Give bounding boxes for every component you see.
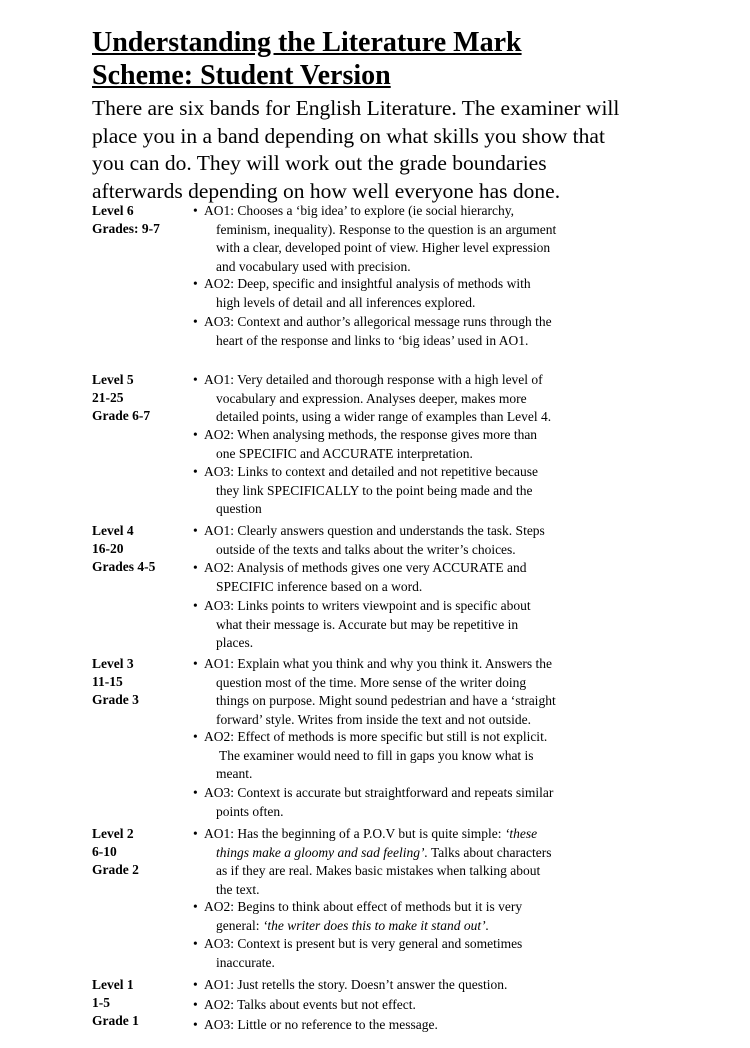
ao-text: AO2: When analysing methods, the response gives more than [204, 427, 538, 442]
bullet-icon: • [193, 464, 198, 479]
grade-range: Grades: 9-7 [92, 221, 160, 236]
ao-text: AO1: Clearly answers question and understands the task. Steps [204, 523, 545, 538]
ao-text: AO3: Links points to writers viewpoint and is specific about [204, 598, 531, 613]
ao-text: AO1: Very detailed and thorough response with a high level of [204, 372, 543, 387]
band-label [92, 202, 182, 238]
grade-range: Grades 4-5 [92, 559, 156, 574]
ao2-criterion [193, 559, 613, 596]
ao-text: forward’ style. Writes from inside the text and not outside. [216, 711, 532, 727]
ao-text: SPECIFIC inference based on a word. [216, 578, 423, 594]
mark-range: 21-25 [92, 390, 124, 405]
intro-line: There are six bands for English Literature. The examiner will [92, 96, 620, 120]
bullet-icon: • [193, 899, 198, 914]
ao1-criterion [193, 976, 613, 995]
bullet-icon: • [193, 598, 198, 613]
ao-text: AO1: Chooses a ‘big idea’ to explore (ie social hierarchy, [204, 203, 515, 218]
ao-text: things on purpose. Might sound pedestrian and have a ‘straight [216, 693, 556, 709]
bullet-icon: • [193, 1017, 198, 1032]
bullet-icon: • [193, 656, 198, 671]
ao-text: detailed points, using a wider range of examples than Level 4. [216, 409, 552, 425]
bullet-icon: • [193, 729, 198, 744]
bullet-icon: • [193, 372, 198, 387]
ao-text: AO2: Talks about events but not effect. [204, 997, 416, 1012]
mark-range: 1-5 [92, 995, 110, 1010]
ao2-criterion [193, 275, 613, 312]
bullet-icon: • [193, 560, 198, 575]
intro-line: place you in a band depending on what skills you show that [92, 123, 605, 148]
ao-text: vocabulary and expression. Analyses deeper, makes more [216, 390, 527, 406]
ao2-criterion [193, 996, 613, 1015]
ao-text: AO2: Begins to think about effect of methods but it is very [204, 899, 523, 914]
ao-text: outside of the texts and talks about the writer’s choices. [216, 541, 516, 557]
mark-range: 16-20 [92, 541, 124, 556]
ao3-criterion [193, 313, 613, 350]
ao3-criterion [193, 784, 613, 821]
level-name: Level 3 [92, 656, 134, 671]
grade-range: Grade 3 [92, 692, 139, 707]
ao1-criterion [193, 371, 613, 427]
ao-quote: ‘these [504, 826, 538, 841]
ao-text: high levels of detail and all inferences explored. [216, 294, 476, 310]
ao1-criterion [193, 522, 613, 559]
ao-text: what their message is. Accurate but may be repetitive in [216, 616, 519, 632]
bullet-icon: • [193, 427, 198, 442]
ao3-criterion [193, 935, 613, 972]
level-name: Level 1 [92, 977, 134, 992]
ao-text: the text. [216, 881, 260, 897]
band-label [92, 976, 182, 1030]
ao1-criterion [193, 202, 613, 276]
ao-text: one SPECIFIC and ACCURATE interpretation. [216, 445, 473, 461]
band-label [92, 825, 182, 879]
ao-text: AO3: Context is present but is very general and sometimes [204, 936, 523, 951]
ao-text: inaccurate. [216, 954, 275, 970]
bullet-icon: • [193, 826, 198, 841]
ao-text: AO3: Context is accurate but straightforward and repeats similar [204, 785, 554, 800]
ao3-criterion [193, 597, 613, 653]
ao-text: with a clear, developed point of view. Higher level expression [216, 240, 551, 256]
bullet-icon: • [193, 936, 198, 951]
intro-line: afterwards depending on how well everyone has done. [92, 178, 561, 203]
ao3-criterion [193, 1016, 613, 1035]
ao-text: and vocabulary used with precision. [216, 258, 411, 274]
band-label [92, 655, 182, 709]
ao-text: AO3: Links to context and detailed and not repetitive because [204, 464, 539, 479]
bullet-icon: • [193, 785, 198, 800]
ao-text: question [216, 501, 262, 517]
ao-text: meant. [216, 766, 253, 782]
ao2-criterion [193, 426, 613, 463]
bullet-icon: • [193, 314, 198, 329]
title-line-1: Understanding the Literature Mark [92, 27, 522, 58]
ao-text: Talks about characters [427, 844, 552, 860]
page-title [92, 26, 712, 92]
grade-range: Grade 2 [92, 862, 139, 877]
ao2-criterion [193, 898, 613, 935]
bullet-icon: • [193, 977, 198, 992]
ao-text: heart of the response and links to ‘big ideas’ used in AO1. [216, 332, 529, 348]
ao-quote: things make a gloomy and sad feeling’. [216, 844, 428, 860]
level-name: Level 2 [92, 826, 134, 841]
ao-text: AO3: Little or no reference to the message. [204, 1017, 438, 1032]
level-name: Level 4 [92, 523, 134, 538]
ao3-criterion [193, 463, 613, 519]
ao-text: AO2: Analysis of methods gives one very ACCURATE and [204, 560, 527, 575]
bullet-icon: • [193, 203, 198, 218]
ao-text: question most of the time. More sense of the writer doing [216, 674, 527, 690]
ao1-criterion [193, 655, 613, 729]
ao-quote: ‘the writer does this to make it stand out’. [262, 917, 489, 933]
level-name: Level 5 [92, 372, 134, 387]
ao-text: AO1: Explain what you think and why you think it. Answers the [204, 656, 552, 671]
mark-range: 11-15 [92, 674, 123, 689]
ao-text: feminism, inequality). Response to the question is an argument [216, 221, 557, 237]
ao-text: AO2: Effect of methods is more specific but still is not explicit. [204, 729, 548, 744]
ao-text: places. [216, 635, 254, 651]
intro-line: you can do. They will work out the grade boundaries [92, 151, 547, 175]
bullet-icon: • [193, 523, 198, 538]
ao-text: AO2: Deep, specific and insightful analysis of methods with [204, 276, 531, 291]
intro-paragraph [92, 95, 722, 205]
level-name: Level 6 [92, 203, 134, 218]
ao2-criterion [193, 728, 613, 784]
ao-text: they link SPECIFICALLY to the point being made and the [216, 482, 533, 498]
ao-text: The examiner would need to fill in gaps you know what is [219, 747, 534, 763]
ao-text: as if they are real. Makes basic mistakes when talking about [216, 863, 541, 879]
title-line-2: Scheme: Student Version [92, 60, 391, 91]
ao-text: general: [216, 917, 263, 933]
ao-text: points often. [216, 803, 284, 819]
grade-range: Grade 1 [92, 1013, 139, 1028]
band-label [92, 522, 182, 576]
ao-text: AO1: Just retells the story. Doesn’t answer the question. [204, 977, 508, 992]
ao1-criterion [193, 825, 613, 899]
band-label [92, 371, 182, 425]
grade-range: Grade 6-7 [92, 408, 151, 423]
bullet-icon: • [193, 276, 198, 291]
mark-range: 6-10 [92, 844, 117, 859]
ao-text: AO1: Has the beginning of a P.O.V but is quite simple: [204, 826, 505, 841]
bullet-icon: • [193, 997, 198, 1012]
ao-text: AO3: Context and author’s allegorical message runs through the [204, 314, 552, 329]
